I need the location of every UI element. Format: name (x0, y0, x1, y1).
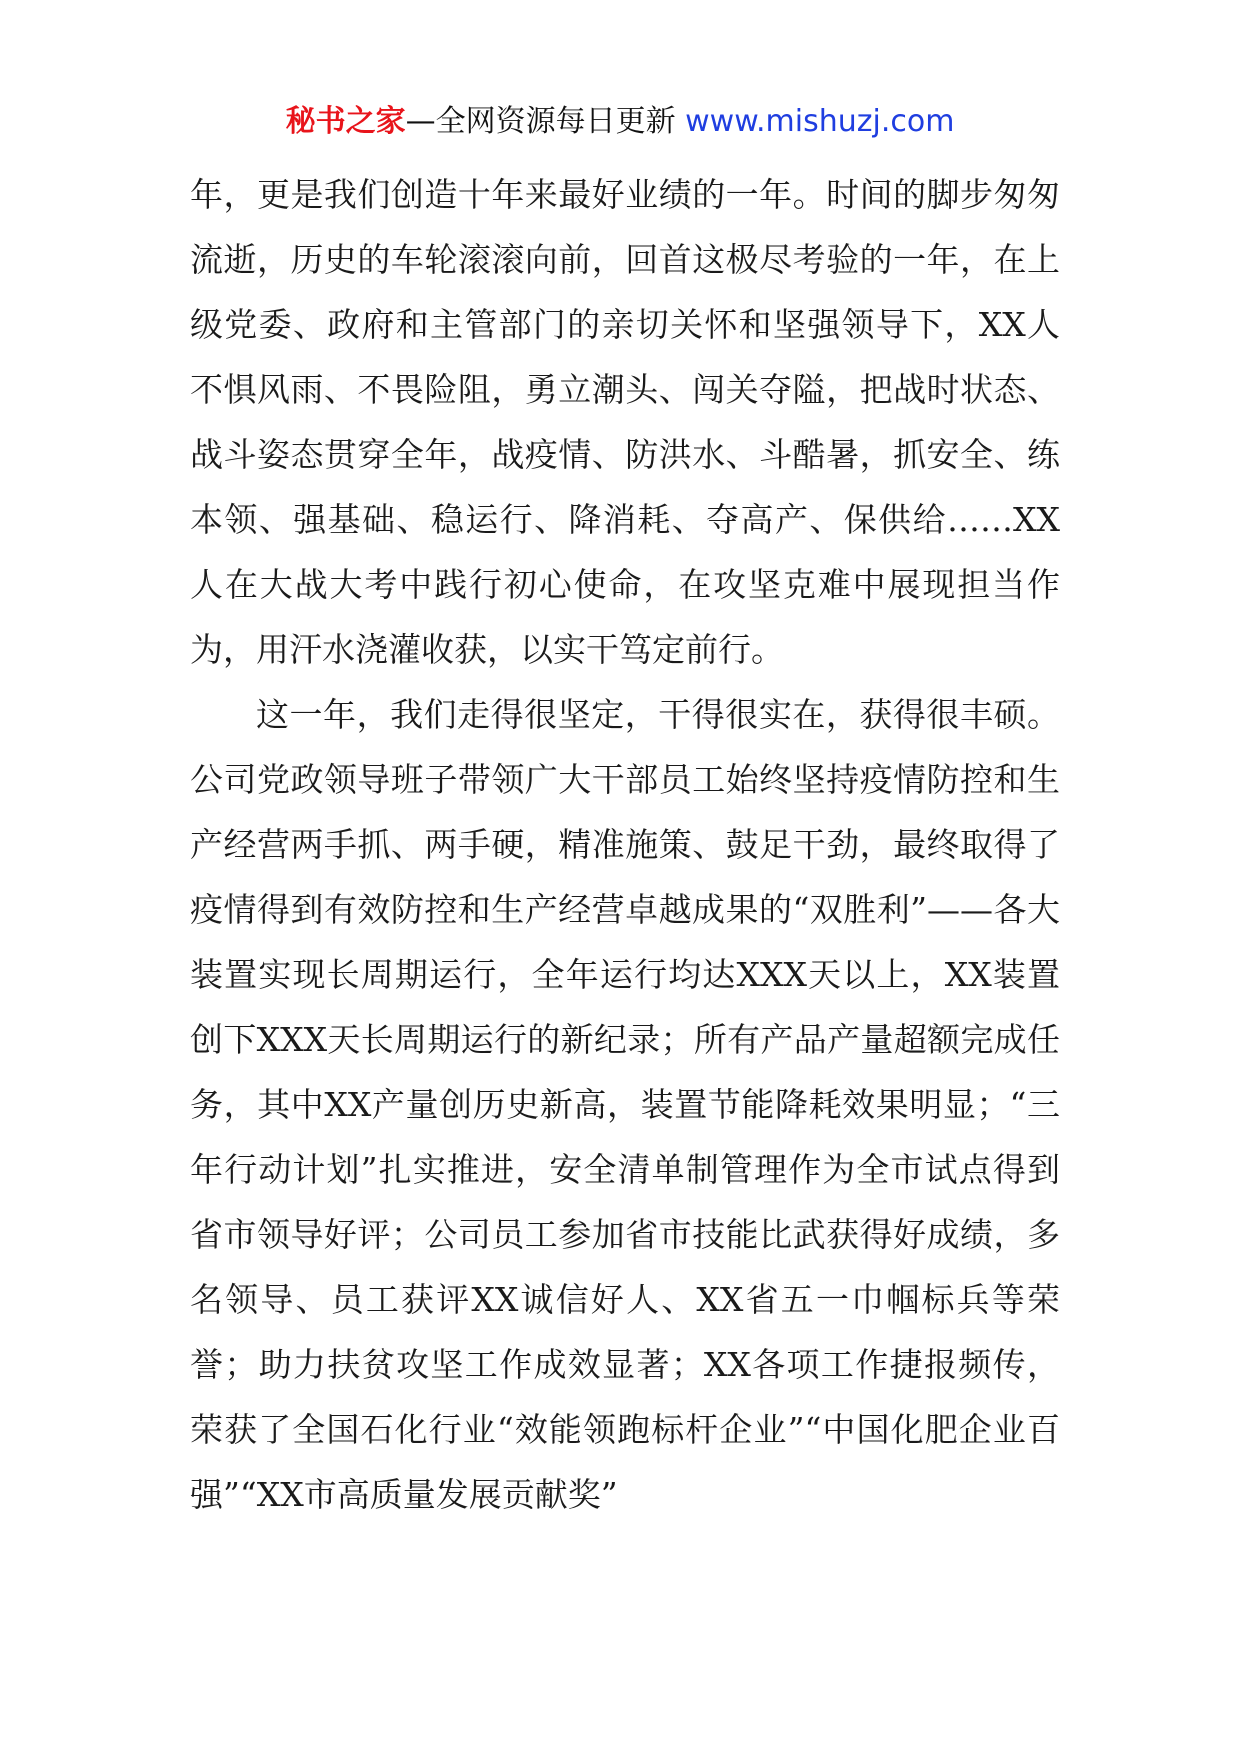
paragraph: 这一年，我们走得很坚定，干得很实在，获得很丰硕。公司党政领导班子带领广大干部员工始终坚持疫情防控和生产经营两手抓、两手硬，精准施策、鼓足干劲，最终取得了疫情得到有效防控和生产经营卓越成果的“双胜利”——各大装置实现长周期运行，全年运行均达XXX天以上，XX装置创下XXX天长周期运行的新纪录；所有产品产量超额完成任务，其中XX产量创历史新高，装置节能降耗效果明显；“三年行动计划”扎实推进，安全清单制管理作为全市试点得到省市领导好评；公司员工参加省市技能比武获得好成绩，多名领导、员工获评XX诚信好人、XX省五一巾帼标兵等荣誉；助力扶贫攻坚工作成效显著；XX各项工作捷报频传，荣获了全国石化行业“效能领跑标杆企业”“中国化肥企业百强”“XX市高质量发展贡献奖” (190, 695, 1060, 1514)
site-header (0, 102, 1240, 142)
site-url-link[interactable]: www.mishuzj.com (685, 104, 955, 139)
brand-name: 秘书之家 (285, 104, 406, 139)
paragraph-continued: 年，更是我们创造十年来最好业绩的一年。时间的脚步匆匆流逝，历史的车轮滚滚向前，回首这极尽考验的一年，在上级党委、政府和主管部门的亲切关怀和坚强领导下，XX人不惧风雨、不畏险阻，勇立潮头、闯关夺隘，把战时状态、战斗姿态贯穿全年，战疫情、防洪水、斗酷暑，抓安全、练本领、强基础、稳运行、降消耗、夺高产、保供给……XX人在大战大考中践行初心使命，在攻坚克难中展现担当作为，用汗水浇灌收获，以实干笃定前行。 (190, 175, 1060, 669)
header-slogan: —全网资源每日更新 (405, 104, 686, 139)
document-body (190, 162, 1060, 1527)
